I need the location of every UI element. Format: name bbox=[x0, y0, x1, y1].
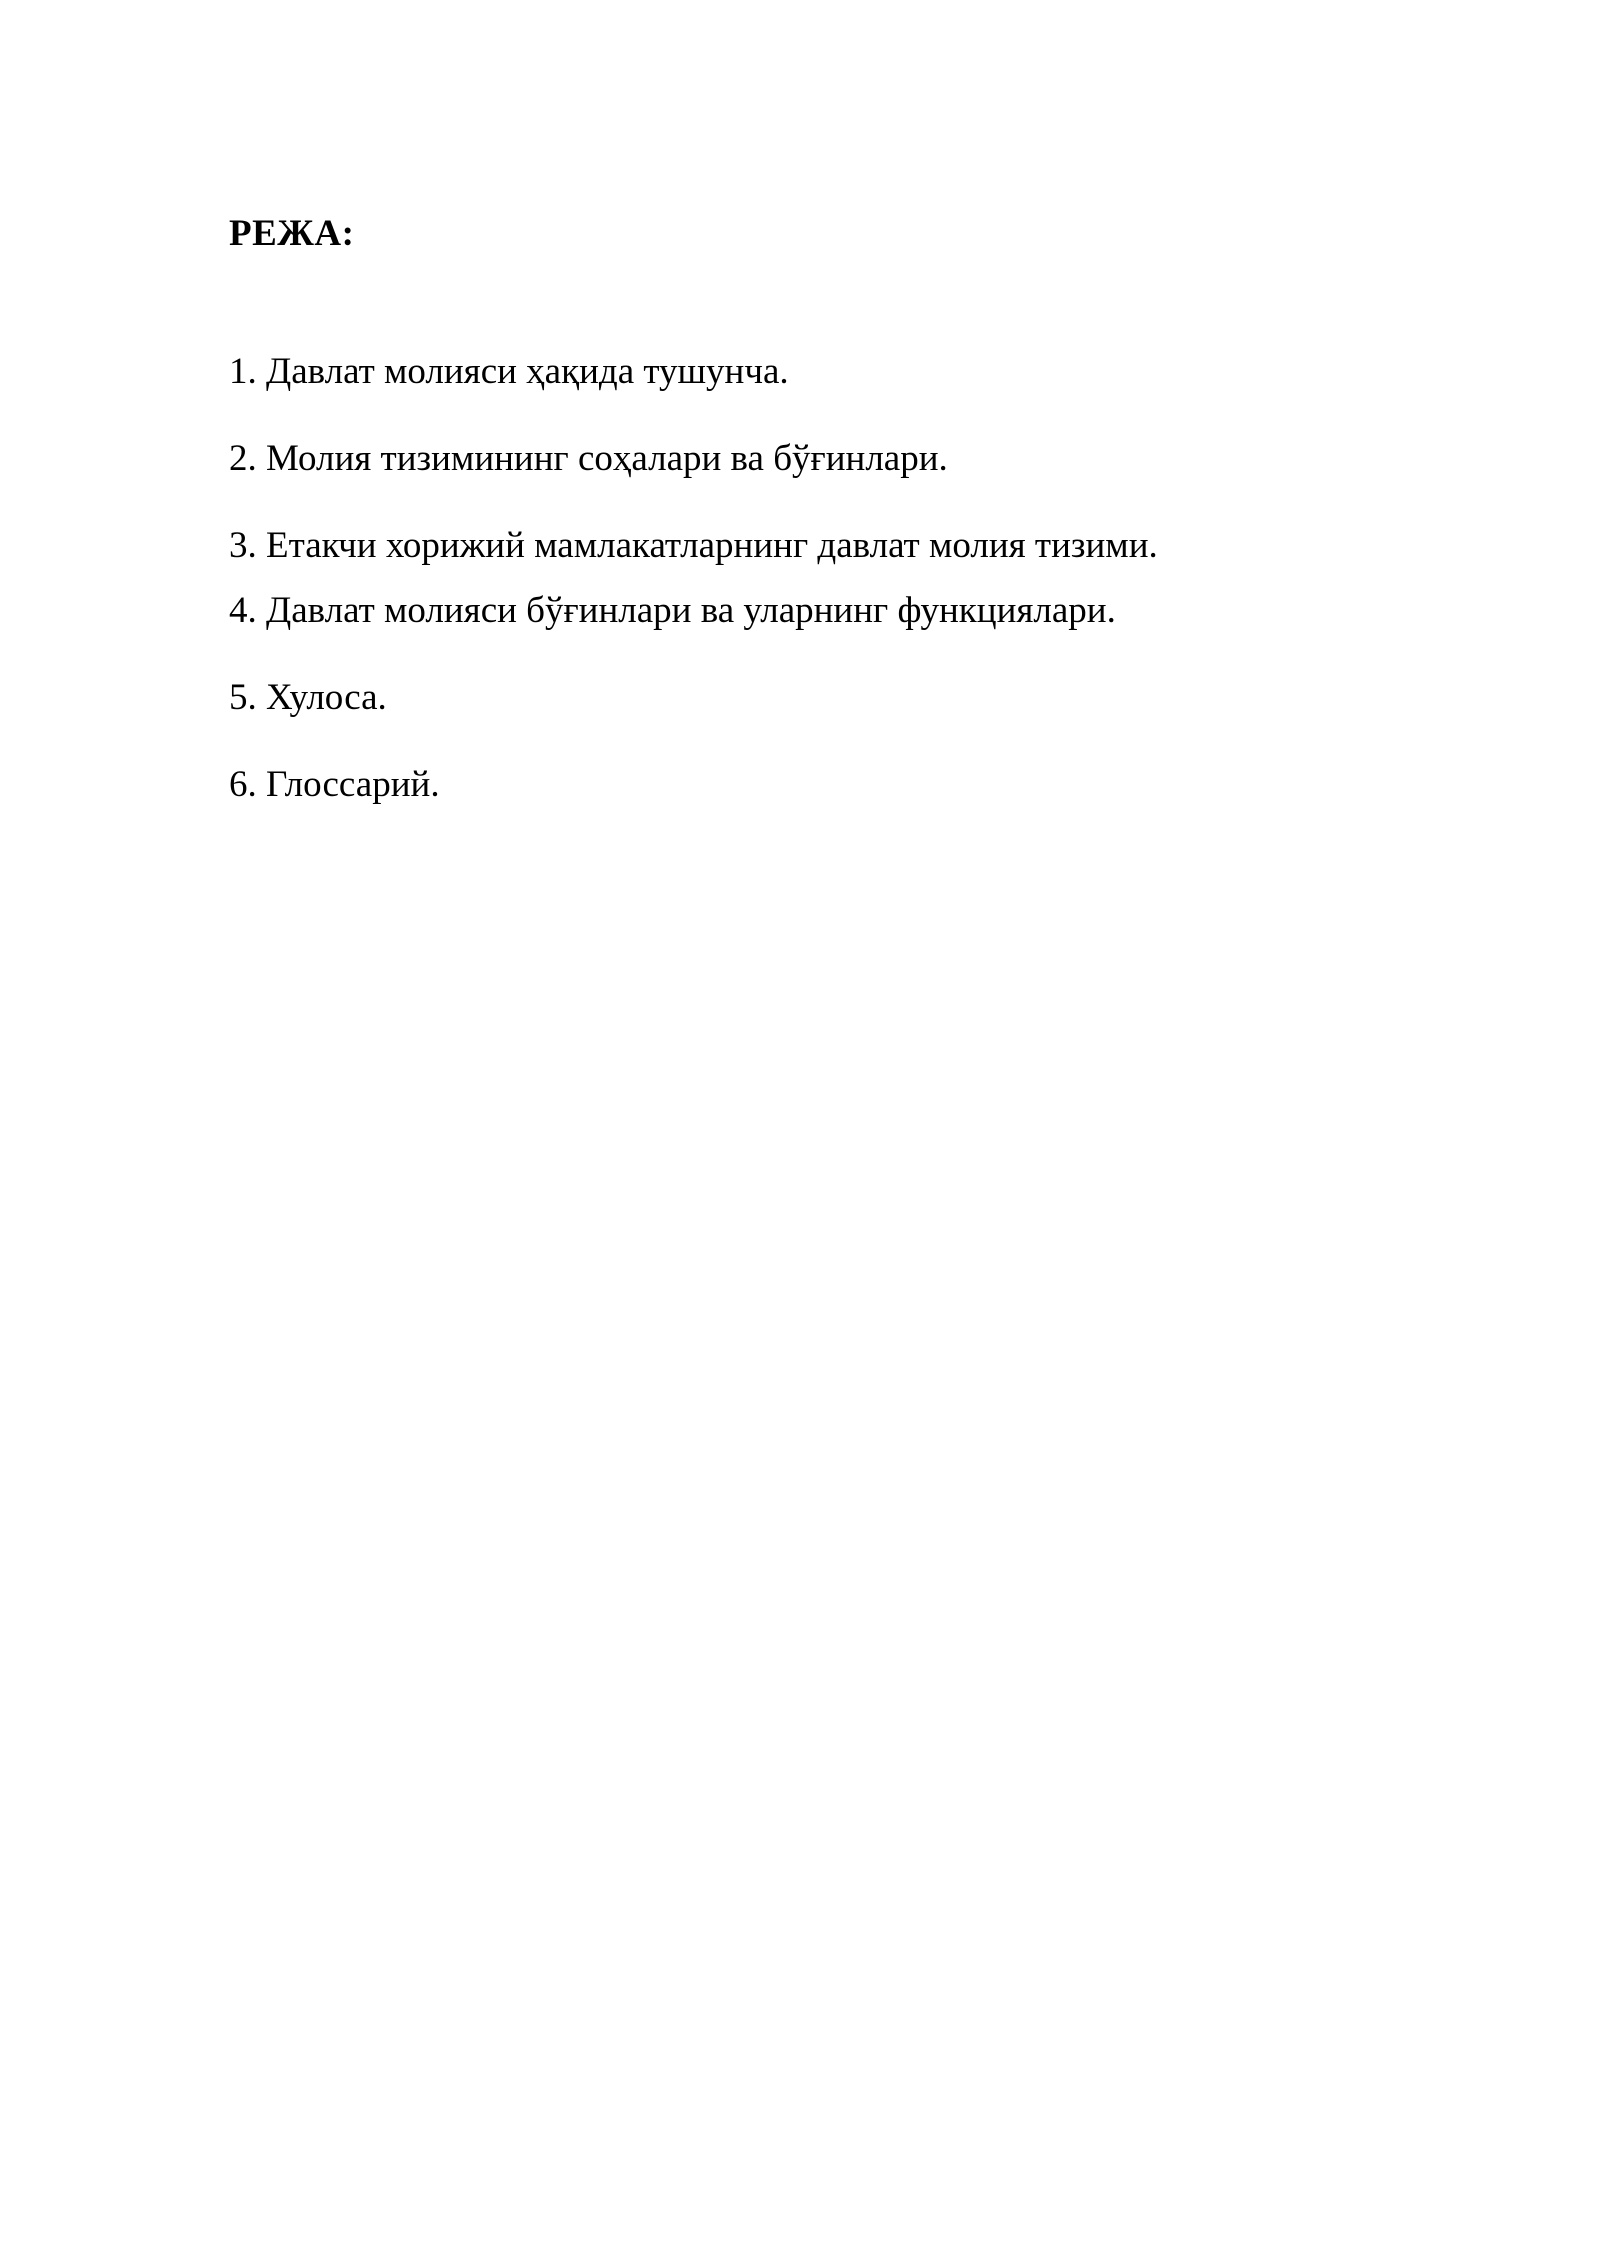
page-title: РЕЖА: bbox=[229, 213, 355, 254]
plan-item-5: 5. Хулоса. bbox=[229, 677, 387, 718]
plan-item-2: 2. Молия тизимининг соҳалари ва бўғинлари. bbox=[229, 438, 948, 479]
plan-item-4: 4. Давлат молияси бўғинлари ва уларнинг функциялари. bbox=[229, 590, 1116, 631]
plan-item-1: 1. Давлат молияси ҳақида тушунча. bbox=[229, 351, 789, 392]
plan-item-6: 6. Глоссарий. bbox=[229, 764, 440, 805]
plan-item-3: 3. Етакчи хорижий мамлакатларнинг давлат молия тизими. bbox=[229, 525, 1158, 566]
